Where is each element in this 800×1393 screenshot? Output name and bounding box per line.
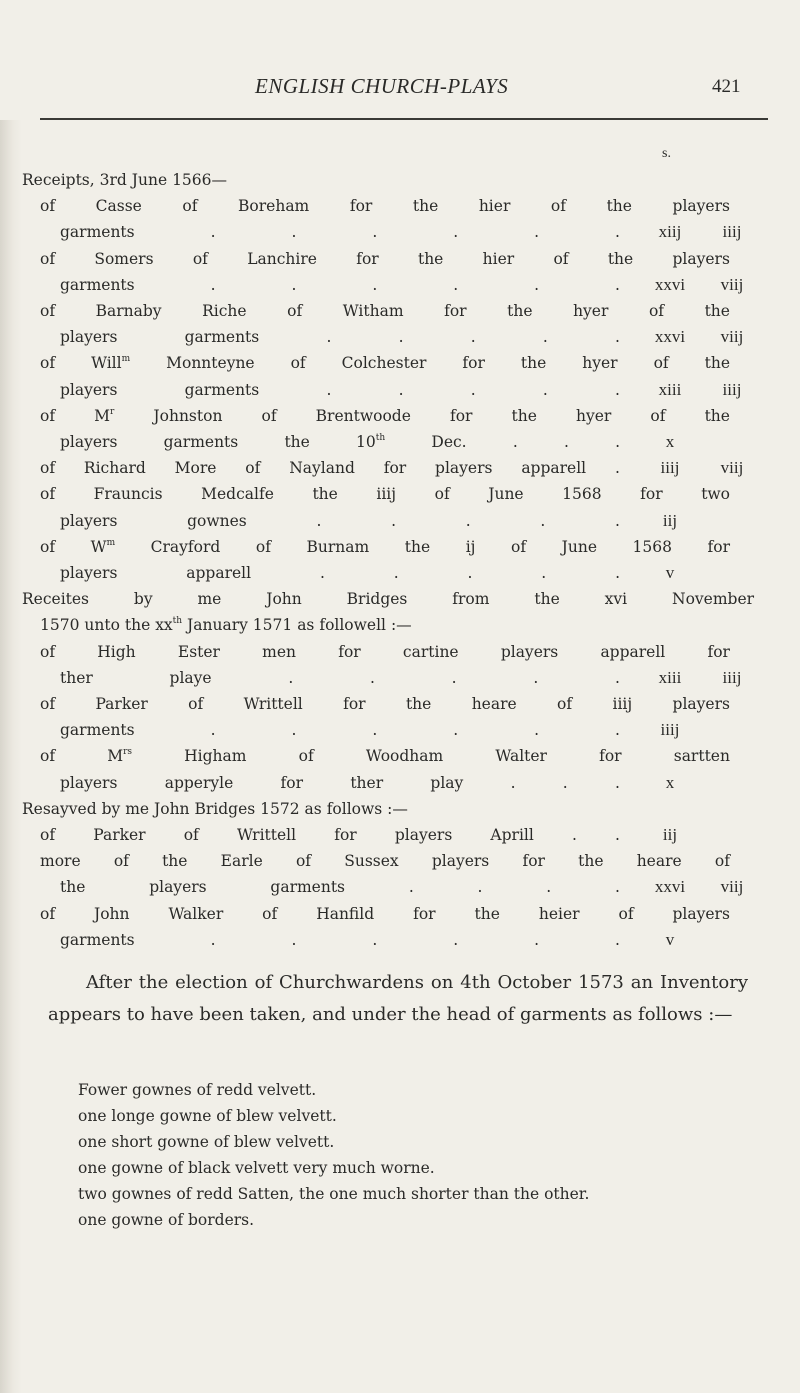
page-number: 421 [712,76,741,97]
shillings-amount: xiii [658,379,682,399]
shillings-amount: xiii [658,667,682,687]
entry-line: garments . . . . . . [60,223,620,242]
binding-shadow [0,120,22,1393]
page-header [0,74,800,104]
entry-line: players apperyle for ther play . . . [60,773,620,792]
shillings-amount: v [665,563,675,582]
shillings-amount: xxvi [654,274,686,294]
entry-line: of Frauncis Medcalfe the iiij of June 1568 for two [40,485,731,504]
entry-line: more of the Earle of Sussex players for the heare of [40,852,730,871]
pence-amount: iiij [722,222,742,242]
entry-line: of $W^m$ Crayford of Burnam the ij of June 1568 for [40,537,731,556]
section-title: Receites by me John Bridges from the xvi November [22,590,755,609]
entry-line: players garments the 10th Dec. . . . [60,433,621,451]
entry-line: garments . . . . . . [60,275,620,294]
pence-amount: viij [720,877,744,897]
pence-amount: viij [720,458,744,478]
entry-line: garments . . . . . . [60,721,620,740]
entry-line: of $M^{rs}$ Higham of Woodham Walter for sartten [40,747,730,766]
inventory-item: two gownes of redd Satten, the one much shorter than the other. [78,1185,590,1203]
inventory-item: one longe gowne of blew velvett. [78,1107,337,1125]
section-title: Resayved by me John Bridges 1572 as follows :— [22,799,408,818]
shillings-amount: iij [662,825,678,844]
entry-line: of $M^r$ Johnston of Brentwoode for the hyer of the [40,406,730,425]
entry-line: of Casse of Boreham for the hier of the players [40,197,730,216]
entry-line: of High Ester men for cartine players apparell for [40,642,730,661]
pence-amount: viij [720,327,744,347]
shillings-amount: iiij [660,720,680,740]
section-title: 1570 unto the $xx^{th}$ January 1571 as followell :— [40,616,412,635]
inventory-item: Fower gownes of redd velvett. [78,1081,317,1099]
shillings-amount: xxvi [654,877,686,897]
entry-line: the players garments . . . . [60,878,620,897]
inventory-item: one gowne of black velvett very much worne. [78,1159,435,1177]
entry-line: of Somers of Lanchire for the hier of the players [40,249,730,268]
entry-line: of Richard More of Nayland for players apparell . [40,459,620,478]
entry-line: of Parker of Writtell for players Aprill . . [40,826,620,844]
inventory-paragraph: After the election of Churchwardens on 4th October 1573 an Inventory appears to have been taken, and under the head of garments as follows :— [48,972,748,1025]
entry-line: players apparell . . . . . [60,564,620,582]
shillings-amount: iiij [660,458,680,478]
entry-line: of Parker of Writtell for the heare of iiij players [40,695,730,713]
entry-line: ther playe . . . . . [60,668,620,687]
inventory-item: one short gowne of blew velvett. [78,1133,335,1151]
entry-line: garments . . . . . . [60,930,620,949]
inventory-item: one gowne of borders. [78,1211,255,1229]
shillings-amount: x [665,432,675,451]
shillings-amount: x [665,772,675,792]
shillings-column-head: s. [662,146,671,161]
running-head: ENGLISH CHURCH-PLAYS [255,74,509,98]
shillings-amount: iij [662,510,678,530]
pence-amount: viij [720,274,744,294]
entry-line: players garments . . . . . [60,380,620,399]
entry-line: of Barnaby Riche of Witham for the hyer of the [40,302,730,320]
pence-amount: iiij [722,667,742,687]
shillings-amount: v [665,929,675,949]
shillings-amount: xiij [658,222,682,242]
header-rule [40,118,768,120]
pence-amount: iiij [722,379,742,399]
shillings-amount: xxvi [654,327,686,347]
entry-line: of Will$^m$ Monnteyne of Colchester for the hyer of the [40,354,731,373]
entry-line: players garments . . . . . [60,328,620,347]
entry-line: players gownes . . . . . [60,511,620,530]
section-title: Receipts, 3rd June 1566— [22,171,228,189]
entry-line: of John Walker of Hanfild for the heier of players [40,904,730,923]
